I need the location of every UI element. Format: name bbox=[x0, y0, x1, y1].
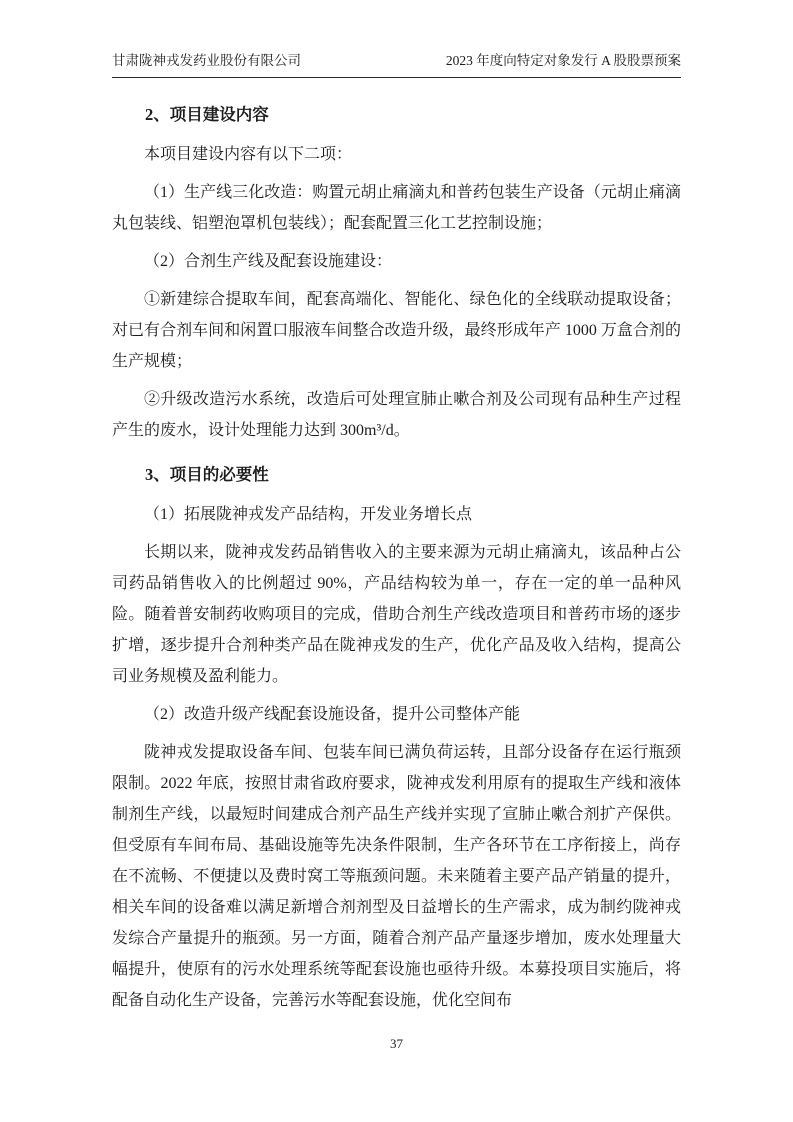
page-body bbox=[112, 86, 681, 1023]
page-footer bbox=[0, 1036, 793, 1052]
paragraph: （1）拓展陇神戎发产品结构，开发业务增长点 bbox=[144, 506, 473, 523]
paragraph: （1）生产线三化改造：购置元胡止痛滴丸和普药包装生产设备（元胡止痛滴丸包装线、铝塑泡罩机包装线）；配套配置三化工艺控制设施； bbox=[112, 184, 681, 232]
section-heading-project-necessity: 3、项目的必要性 bbox=[145, 465, 269, 484]
paragraph: 本项目建设内容有以下二项： bbox=[144, 146, 353, 163]
paragraph: ②升级改造污水系统，改造后可处理宣肺止嗽合剂及公司现有品种生产过程产生的废水，设计处理能力达到 300m³/d。 bbox=[112, 391, 681, 439]
page-number: 37 bbox=[390, 1036, 403, 1051]
paragraph: （2）改造升级产线配套设施设备，提升公司整体产能 bbox=[144, 706, 521, 723]
paragraph: 陇神戎发提取设备车间、包装车间已满负荷运转，且部分设备存在运行瓶颈限制。2022 年底，按照甘肃省政府要求，陇神戎发利用原有的提取生产线和液体制剂生产线，以最短时间建成合剂产品生产线并实现了宣肺止嗽合剂扩产保供。但受原有车间布局、基础设施等先决条件限制，生产各环节在工序衔接上，尚存在不流畅、不便捷以及费时窝工等瓶颈问题。未来随着主要产品产销量的提升，相关车间的设备难以满足新增合剂剂型及日益增长的生产需求，成为制约陇神戎发综合产量提升的瓶颈。另一方面，随着合剂产品产量逐步增加，废水处理量大幅提升，使原有的污水处理系统等配套设施也亟待升级。本募投项目实施后，将配备自动化生产设备，完善污水等配套设施，优化空间布 bbox=[112, 744, 681, 1009]
paragraph: 长期以来，陇神戎发药品销售收入的主要来源为元胡止痛滴丸，该品种占公司药品销售收入的比例超过 90%，产品结构较为单一，存在一定的单一品种风险。随着普安制药收购项目的完成，借助合剂生产线改造项目和普药市场的逐步扩增，逐步提升合剂种类产品在陇神戎发的生产，优化产品及收入结构，提高公司业务规模及盈利能力。 bbox=[112, 544, 681, 685]
header-company-name: 甘肃陇神戎发药业股份有限公司 bbox=[112, 53, 301, 68]
section-heading-project-construction: 2、项目建设内容 bbox=[145, 105, 269, 124]
paragraph: （2）合剂生产线及配套设施建设： bbox=[144, 253, 393, 270]
header-document-title: 2023 年度向特定对象发行 A 股股票预案 bbox=[445, 53, 681, 68]
paragraph: ①新建综合提取车间，配套高端化、智能化、绿色化的全线联动提取设备；对已有合剂车间和闲置口服液车间整合改造升级，最终形成年产 1000 万盒合剂的生产规模； bbox=[112, 291, 681, 370]
page-header bbox=[112, 52, 681, 78]
